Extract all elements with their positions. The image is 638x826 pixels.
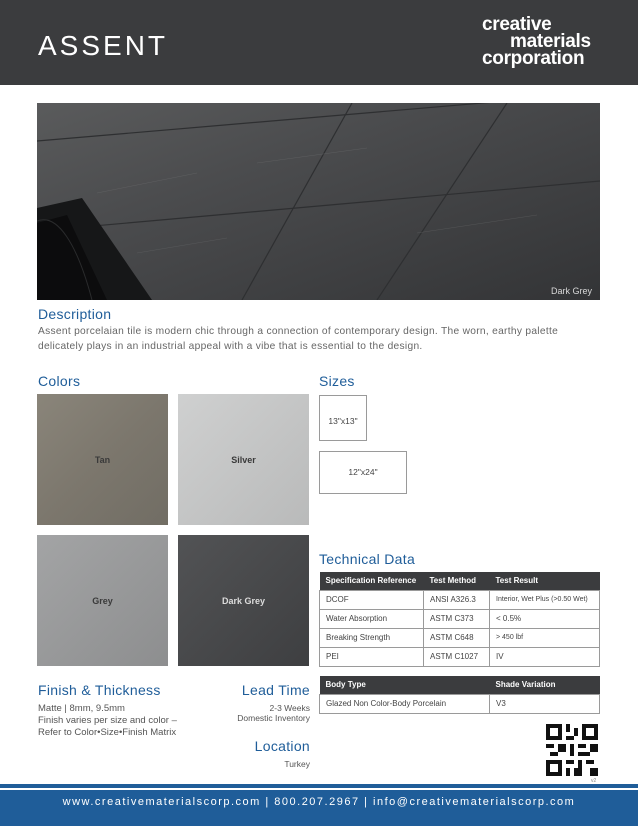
table-cell: V3 (490, 694, 600, 713)
table-cell: ASTM C648 (424, 628, 490, 647)
description-title: Description (38, 306, 112, 322)
table-row (320, 609, 600, 628)
column-header: Test Result (490, 572, 600, 590)
column-header: Shade Variation (490, 676, 600, 694)
table-cell: ASTM C373 (424, 609, 490, 628)
hero-tile-image (37, 103, 600, 300)
table-row (320, 628, 600, 647)
technical-data-title: Technical Data (319, 551, 416, 567)
table-cell: Water Absorption (320, 609, 424, 628)
page-header (0, 0, 638, 85)
swatch-label: Grey (92, 596, 113, 606)
size-12x24: 12"x24" (319, 451, 407, 494)
footer-divider (0, 784, 638, 788)
table-header-row (320, 676, 600, 694)
qr-code-icon[interactable] (546, 724, 598, 776)
product-title: ASSENT (38, 30, 169, 61)
table-row (320, 590, 600, 609)
lead-time-text: 2-3 Weeks Domestic Inventory (237, 703, 310, 723)
lead-time-title: Lead Time (241, 682, 310, 698)
table-cell: Breaking Strength (320, 628, 424, 647)
contact-info[interactable]: www.creativematerialscorp.com | 800.207.2967 | info@creativematerialscorp.com (62, 796, 576, 808)
version-label: v2 (591, 778, 597, 784)
swatch-label: Tan (94, 455, 111, 465)
colors-title: Colors (38, 373, 81, 389)
swatch-grey (37, 535, 168, 666)
swatch-silver (178, 394, 309, 525)
table-cell: ASTM C1027 (424, 647, 490, 666)
table-cell: PEI (320, 647, 424, 666)
column-header: Body Type (320, 676, 490, 694)
description-text: Assent porcelaian tile is modern chic through a connection of contemporary design. The worn, earthy palette delicately plays in an industrial appeal with a vibe that is essential to the design. (38, 326, 559, 352)
table-row (320, 647, 600, 666)
table-cell: DCOF (320, 590, 424, 609)
tile-floor-illustration (37, 103, 600, 300)
page-footer (0, 790, 638, 826)
finish-thickness-text: Matte | 8mm, 9.5mm Finish varies per size and color – Refer to Color•Size•Finish Matrix (38, 703, 177, 738)
hero-caption: Dark Grey (550, 286, 592, 296)
body-type-table (319, 676, 600, 714)
location-title: Location (254, 738, 310, 754)
table-cell: ANSI A326.3 (424, 590, 490, 609)
company-logo: creative materials corporation (482, 14, 591, 69)
swatch-label: Dark Grey (221, 596, 266, 606)
sizes-title: Sizes (319, 373, 355, 389)
swatch-dark-grey (178, 535, 309, 666)
table-cell: < 0.5% (490, 609, 600, 628)
table-cell: > 450 lbf (490, 628, 600, 647)
size-13x13: 13"x13" (319, 395, 367, 441)
table-cell: Glazed Non Color-Body Porcelain (320, 694, 490, 713)
column-header: Test Method (424, 572, 490, 590)
technical-data-table (319, 572, 600, 667)
column-header: Specification Reference (320, 572, 424, 590)
table-header-row (320, 572, 600, 590)
table-cell: Interior, Wet Plus (>0.50 Wet) (490, 590, 600, 609)
swatch-tan (37, 394, 168, 525)
finish-thickness-title: Finish & Thickness (38, 682, 161, 698)
table-cell: IV (490, 647, 600, 666)
location-value: Turkey (284, 759, 310, 769)
table-row (320, 694, 600, 713)
swatch-label: Silver (231, 455, 256, 465)
